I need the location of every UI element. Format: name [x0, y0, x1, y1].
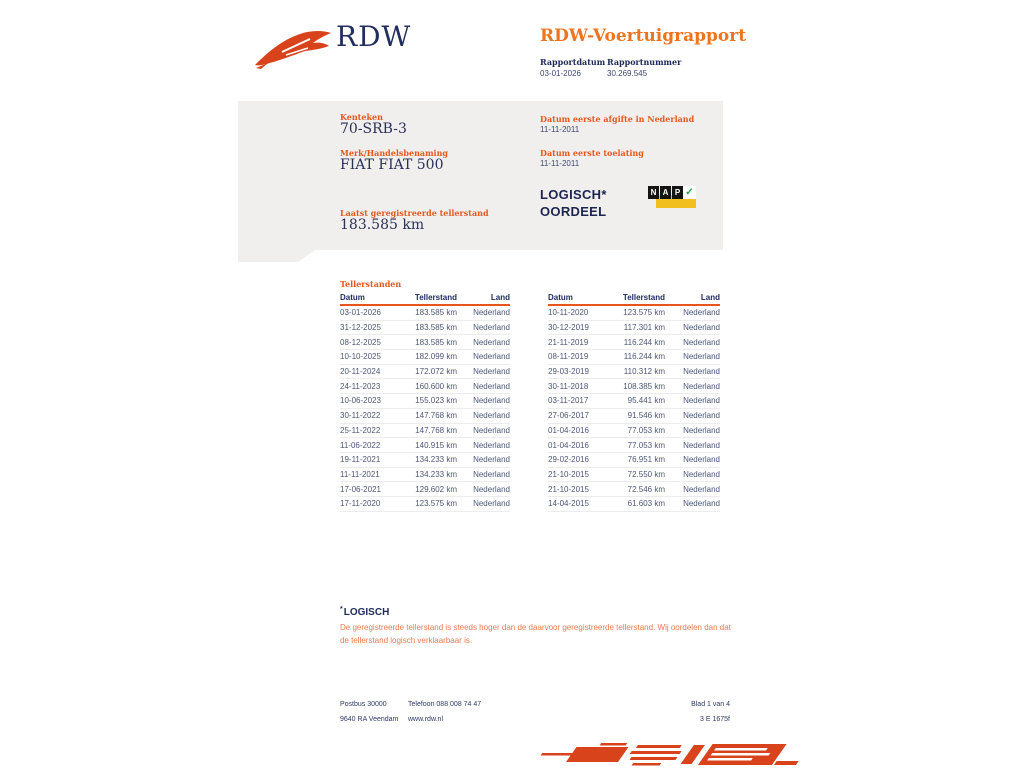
col-land: Land [490, 293, 510, 302]
cell-tellerstand: 116.244 km [623, 352, 665, 362]
cell-datum: 30-11-2018 [548, 381, 589, 391]
col-datum: Datum [340, 293, 365, 302]
nap-letter-p: P [672, 186, 683, 199]
toelating-label: Datum eerste toelating [540, 148, 644, 158]
cell-tellerstand: 108.385 km [623, 381, 665, 391]
cell-land: Nederland [473, 323, 510, 333]
cell-tellerstand: 140.915 km [415, 440, 457, 450]
cell-datum: 30-12-2019 [548, 323, 589, 333]
cell-land: Nederland [683, 352, 720, 362]
laatste-tellerstand-label: Laatst geregistreerde tellerstand [340, 208, 489, 218]
cell-land: Nederland [683, 425, 720, 435]
cell-datum: 14-04-2015 [548, 499, 589, 509]
cell-tellerstand: 134.233 km [415, 455, 457, 465]
cell-tellerstand: 91.546 km [627, 411, 665, 421]
table-row [340, 424, 510, 439]
cell-datum: 24-11-2023 [340, 381, 381, 391]
table-body [548, 306, 720, 512]
cell-datum: 01-04-2016 [548, 425, 589, 435]
table-row [548, 468, 720, 483]
cell-land: Nederland [683, 381, 720, 391]
col-datum: Datum [548, 293, 573, 302]
cell-land: Nederland [683, 440, 720, 450]
cell-tellerstand: 72.550 km [627, 469, 665, 479]
table-row [340, 497, 510, 512]
afgifte-label: Datum eerste afgifte in Nederland [540, 114, 695, 124]
cell-datum: 17-11-2020 [340, 499, 381, 509]
cell-land: Nederland [683, 308, 720, 318]
cell-tellerstand: 147.768 km [415, 411, 457, 421]
page-title: RDW-Voertuigrapport [540, 26, 747, 46]
table-row [340, 335, 510, 350]
cell-datum: 03-01-2026 [340, 308, 381, 318]
cell-tellerstand: 183.585 km [415, 337, 457, 347]
cell-tellerstand: 123.575 km [623, 308, 665, 318]
tellerstanden-section-title: Tellerstanden [340, 279, 402, 289]
merk-value: FIAT FIAT 500 [340, 157, 444, 173]
cell-tellerstand: 110.312 km [623, 367, 665, 377]
cell-land: Nederland [473, 308, 510, 318]
cell-land: Nederland [473, 455, 510, 465]
report-date-value: 03-01-2026 [540, 69, 581, 78]
oordeel-badge [540, 186, 607, 220]
cell-tellerstand: 160.600 km [415, 381, 457, 391]
cell-land: Nederland [683, 367, 720, 377]
cell-tellerstand: 183.585 km [415, 308, 457, 318]
cell-land: Nederland [683, 337, 720, 347]
cell-land: Nederland [683, 455, 720, 465]
cell-datum: 08-12-2025 [340, 337, 381, 347]
cell-land: Nederland [473, 425, 510, 435]
cell-land: Nederland [473, 352, 510, 362]
cell-tellerstand: 77.053 km [627, 440, 665, 450]
cell-datum: 20-11-2024 [340, 367, 381, 377]
cell-tellerstand: 155.023 km [415, 396, 457, 406]
cell-datum: 08-11-2019 [548, 352, 589, 362]
cell-datum: 10-10-2025 [340, 352, 381, 362]
cell-land: Nederland [683, 396, 720, 406]
cell-land: Nederland [473, 396, 510, 406]
table-row [548, 453, 720, 468]
cell-tellerstand: 129.602 km [415, 484, 457, 494]
nap-letter-a: A [660, 186, 671, 199]
table-row [548, 424, 720, 439]
tellerstanden-table-right [548, 291, 720, 512]
table-row [340, 321, 510, 336]
kenteken-value: 70-SRB-3 [340, 121, 407, 137]
table-row [548, 438, 720, 453]
cell-datum: 21-10-2015 [548, 484, 589, 494]
laatste-tellerstand-value: 183.585 km [340, 217, 425, 233]
cell-land: Nederland [683, 499, 720, 509]
cell-tellerstand: 172.072 km [415, 367, 457, 377]
cell-datum: 01-04-2016 [548, 440, 589, 450]
footnote-asterisk: * [340, 606, 343, 613]
afgifte-value: 11-11-2011 [540, 125, 580, 134]
report-number-label: Rapportnummer [607, 57, 682, 67]
footer-phone: Telefoon 088 008 74 47 [408, 701, 482, 708]
table-row [340, 438, 510, 453]
table-row [340, 409, 510, 424]
table-header [548, 291, 720, 306]
table-row [340, 394, 510, 409]
cell-land: Nederland [473, 484, 510, 494]
cell-tellerstand: 72.546 km [627, 484, 665, 494]
rdw-feather-logo-icon [252, 24, 334, 70]
cell-datum: 10-06-2023 [340, 396, 381, 406]
cell-tellerstand: 61.603 km [627, 499, 665, 509]
table-row [548, 409, 720, 424]
table-row [548, 321, 720, 336]
toelating-value: 11-11-2011 [540, 159, 580, 168]
table-row [340, 453, 510, 468]
nap-check-icon: ✓ [683, 186, 696, 199]
table-row [340, 468, 510, 483]
cell-land: Nederland [473, 367, 510, 377]
table-row [548, 335, 720, 350]
oordeel-line2: OORDEEL [540, 204, 607, 219]
cell-tellerstand: 147.768 km [415, 425, 457, 435]
cell-land: Nederland [473, 440, 510, 450]
cell-tellerstand: 183.585 km [415, 323, 457, 333]
table-row [340, 350, 510, 365]
cell-land: Nederland [473, 469, 510, 479]
table-row [548, 497, 720, 512]
vehicle-summary-panel [238, 101, 723, 262]
table-header [340, 291, 510, 306]
rdw-logo-text: RDW [336, 20, 412, 53]
cell-datum: 21-10-2015 [548, 469, 589, 479]
table-row [340, 306, 510, 321]
cell-datum: 11-11-2021 [340, 469, 380, 479]
table-row [548, 394, 720, 409]
oordeel-line1: LOGISCH* [540, 187, 607, 202]
cell-tellerstand: 117.301 km [623, 323, 665, 333]
nap-letter-n: N [648, 186, 659, 199]
cell-tellerstand: 182.099 km [415, 352, 457, 362]
footer-address-line1: Postbus 30000 [340, 701, 387, 708]
table-row [548, 379, 720, 394]
footer-page-number: Blad 1 van 4 [691, 701, 730, 708]
cell-tellerstand: 116.244 km [623, 337, 665, 347]
cell-datum: 30-11-2022 [340, 411, 381, 421]
report-date-label: Rapportdatum [540, 57, 606, 67]
footnote-title [340, 606, 389, 618]
col-land: Land [700, 293, 720, 302]
footnote-text: De geregistreerde tellerstand is steeds hoger dan de daarvoor geregistreerde tellerstand. Wij oordelen dan dat de tellerstand logisch verklaarbaar is. [340, 623, 731, 645]
tellerstanden-table-left [340, 291, 510, 512]
cell-datum: 17-06-2021 [340, 484, 381, 494]
bottom-deco-graphic [540, 742, 800, 768]
merk-label: Merk/Handelsbenaming [340, 148, 449, 158]
cell-datum: 31-12-2025 [340, 323, 381, 333]
table-row [548, 482, 720, 497]
table-row [340, 365, 510, 380]
cell-datum: 19-11-2021 [340, 455, 381, 465]
cell-datum: 25-11-2022 [340, 425, 381, 435]
cell-datum: 21-11-2019 [548, 337, 589, 347]
cell-tellerstand: 77.053 km [627, 425, 665, 435]
footer-form-code: 3 E 1675f [700, 716, 730, 723]
cell-datum: 11-06-2022 [340, 440, 381, 450]
cell-land: Nederland [683, 484, 720, 494]
cell-datum: 29-03-2019 [548, 367, 589, 377]
report-number-value: 30.269.545 [607, 69, 648, 78]
cell-tellerstand: 95.441 km [627, 396, 665, 406]
col-tellerstand: Tellerstand [622, 293, 665, 302]
table-row [548, 350, 720, 365]
cell-land: Nederland [473, 499, 510, 509]
kenteken-label: Kenteken [340, 112, 383, 122]
cell-datum: 10-11-2020 [548, 308, 589, 318]
cell-tellerstand: 76.951 km [627, 455, 665, 465]
cell-land: Nederland [683, 469, 720, 479]
cell-datum: 27-06-2017 [548, 411, 589, 421]
cell-land: Nederland [473, 337, 510, 347]
table-body [340, 306, 510, 512]
cell-tellerstand: 123.575 km [415, 499, 457, 509]
table-row [548, 365, 720, 380]
cell-land: Nederland [683, 411, 720, 421]
nap-logo [648, 186, 696, 210]
footer-website: www.rdw.nl [408, 716, 444, 723]
footer-address-line2: 9640 RA Veendam [340, 716, 399, 723]
cell-land: Nederland [473, 411, 510, 421]
cell-datum: 03-11-2017 [548, 396, 589, 406]
cell-datum: 29-02-2016 [548, 455, 589, 465]
cell-land: Nederland [683, 323, 720, 333]
col-tellerstand: Tellerstand [414, 293, 457, 302]
footnote-title-text: LOGISCH [343, 607, 390, 618]
cell-tellerstand: 134.233 km [415, 469, 457, 479]
table-row [548, 306, 720, 321]
cell-land: Nederland [473, 381, 510, 391]
table-row [340, 379, 510, 394]
table-row [340, 482, 510, 497]
